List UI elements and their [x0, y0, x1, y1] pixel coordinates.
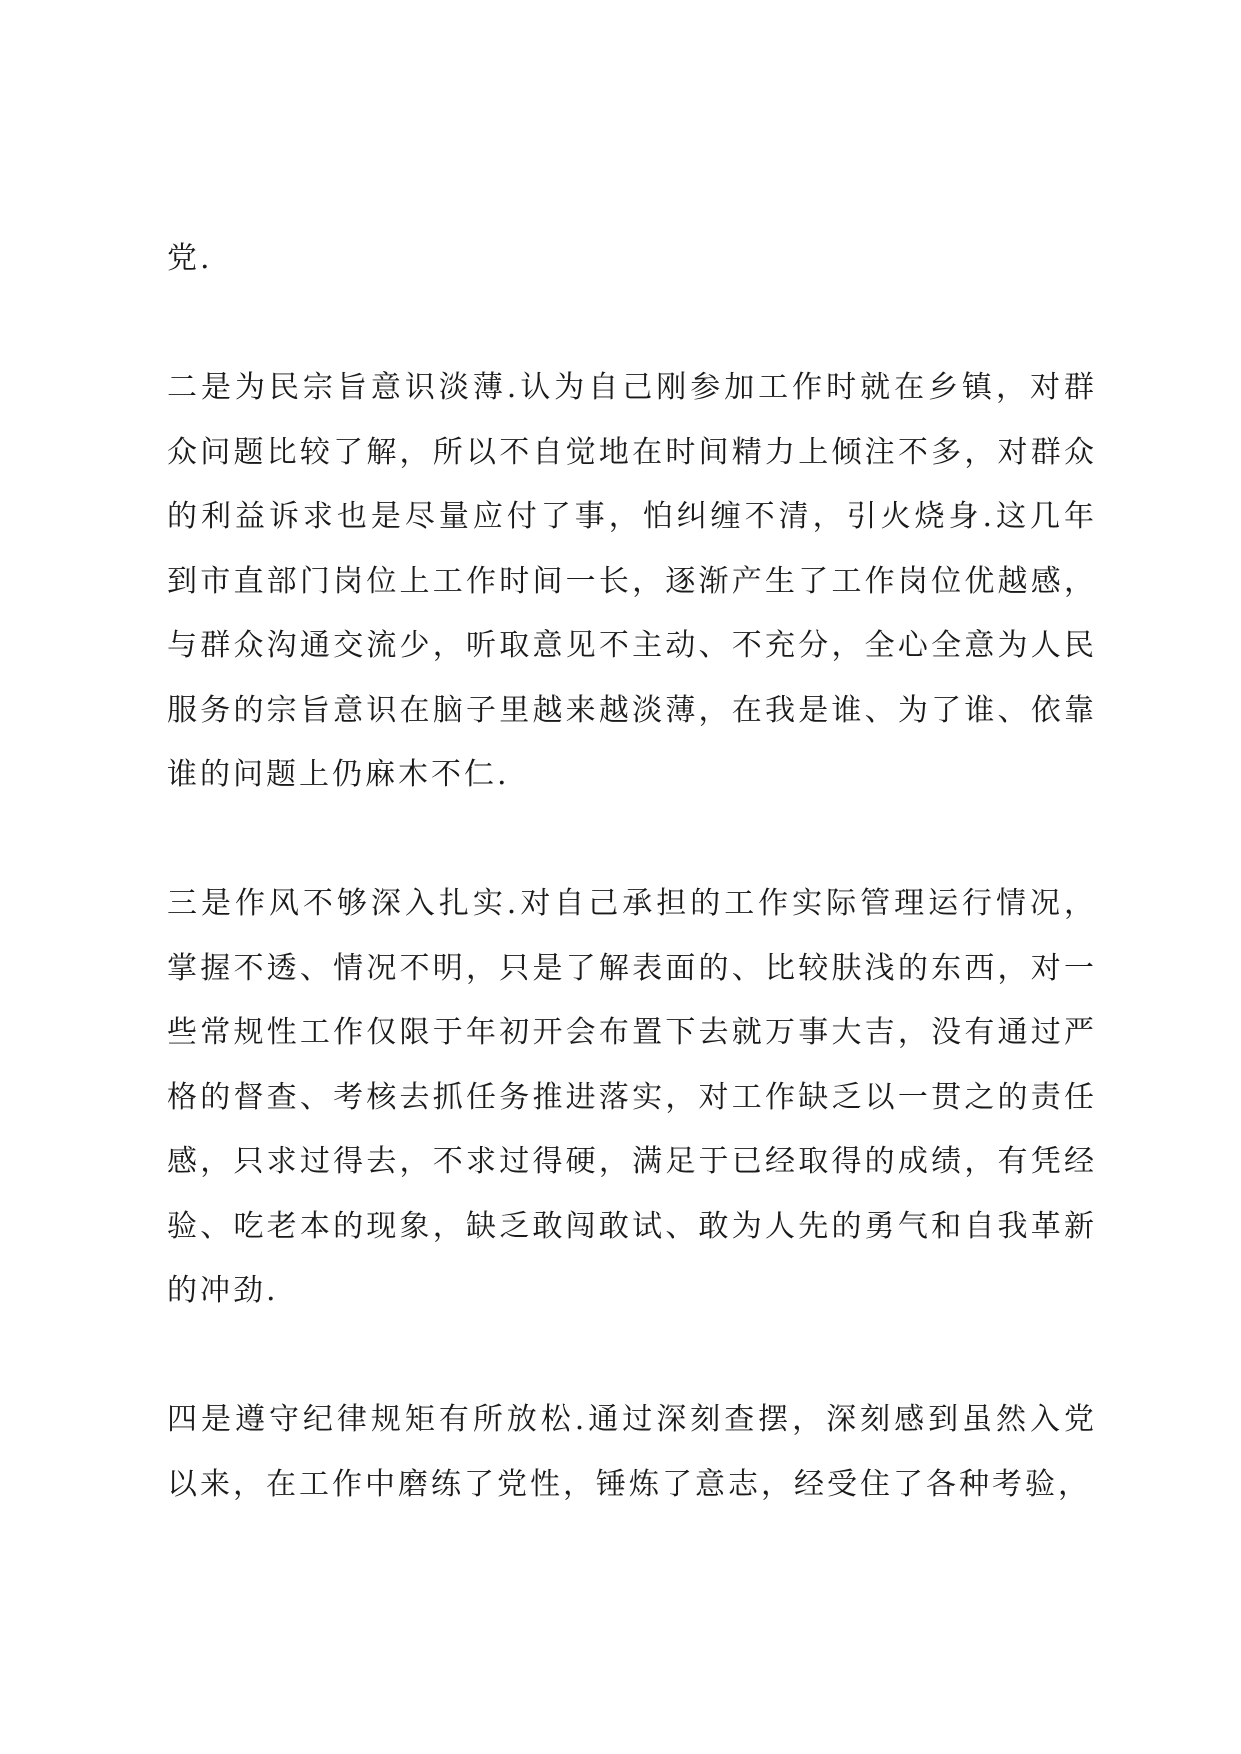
paragraph-point-four: 四是遵守纪律规矩有所放松.通过深刻查摆，深刻感到虽然入党以来，在工作中磨练了党性，锤炼了意志，经受住了各种考验， [167, 1402, 1097, 1502]
paragraph-point-three: 三是作风不够深入扎实.对自己承担的工作实际管理运行情况，掌握不透、情况不明，只是了解表面的、比较肤浅的东西，对一些常规性工作仅限于年初开会布置下去就万事大吉，没有通过严格的督查、考核去抓任务推进落实，对工作缺乏以一贯之的责任感，只求过得去，不求过得硬，满足于已经取得的成绩，有凭经验、吃老本的现象，缺乏敢闯敢试、敢为人先的勇气和自我革新的冲劲. [167, 886, 1097, 1308]
paragraph-continuation: 党. [167, 241, 213, 276]
document-body [167, 227, 1097, 1517]
paragraph-point-two: 二是为民宗旨意识淡薄.认为自己刚参加工作时就在乡镇，对群众问题比较了解，所以不自觉地在时间精力上倾注不多，对群众的利益诉求也是尽量应付了事，怕纠缠不清，引火烧身.这几年到市直部门岗位上工作时间一长，逐渐产生了工作岗位优越感，与群众沟通交流少，听取意见不主动、不充分，全心全意为人民服务的宗旨意识在脑子里越来越淡薄，在我是谁、为了谁、依靠谁的问题上仍麻木不仁. [167, 370, 1097, 792]
